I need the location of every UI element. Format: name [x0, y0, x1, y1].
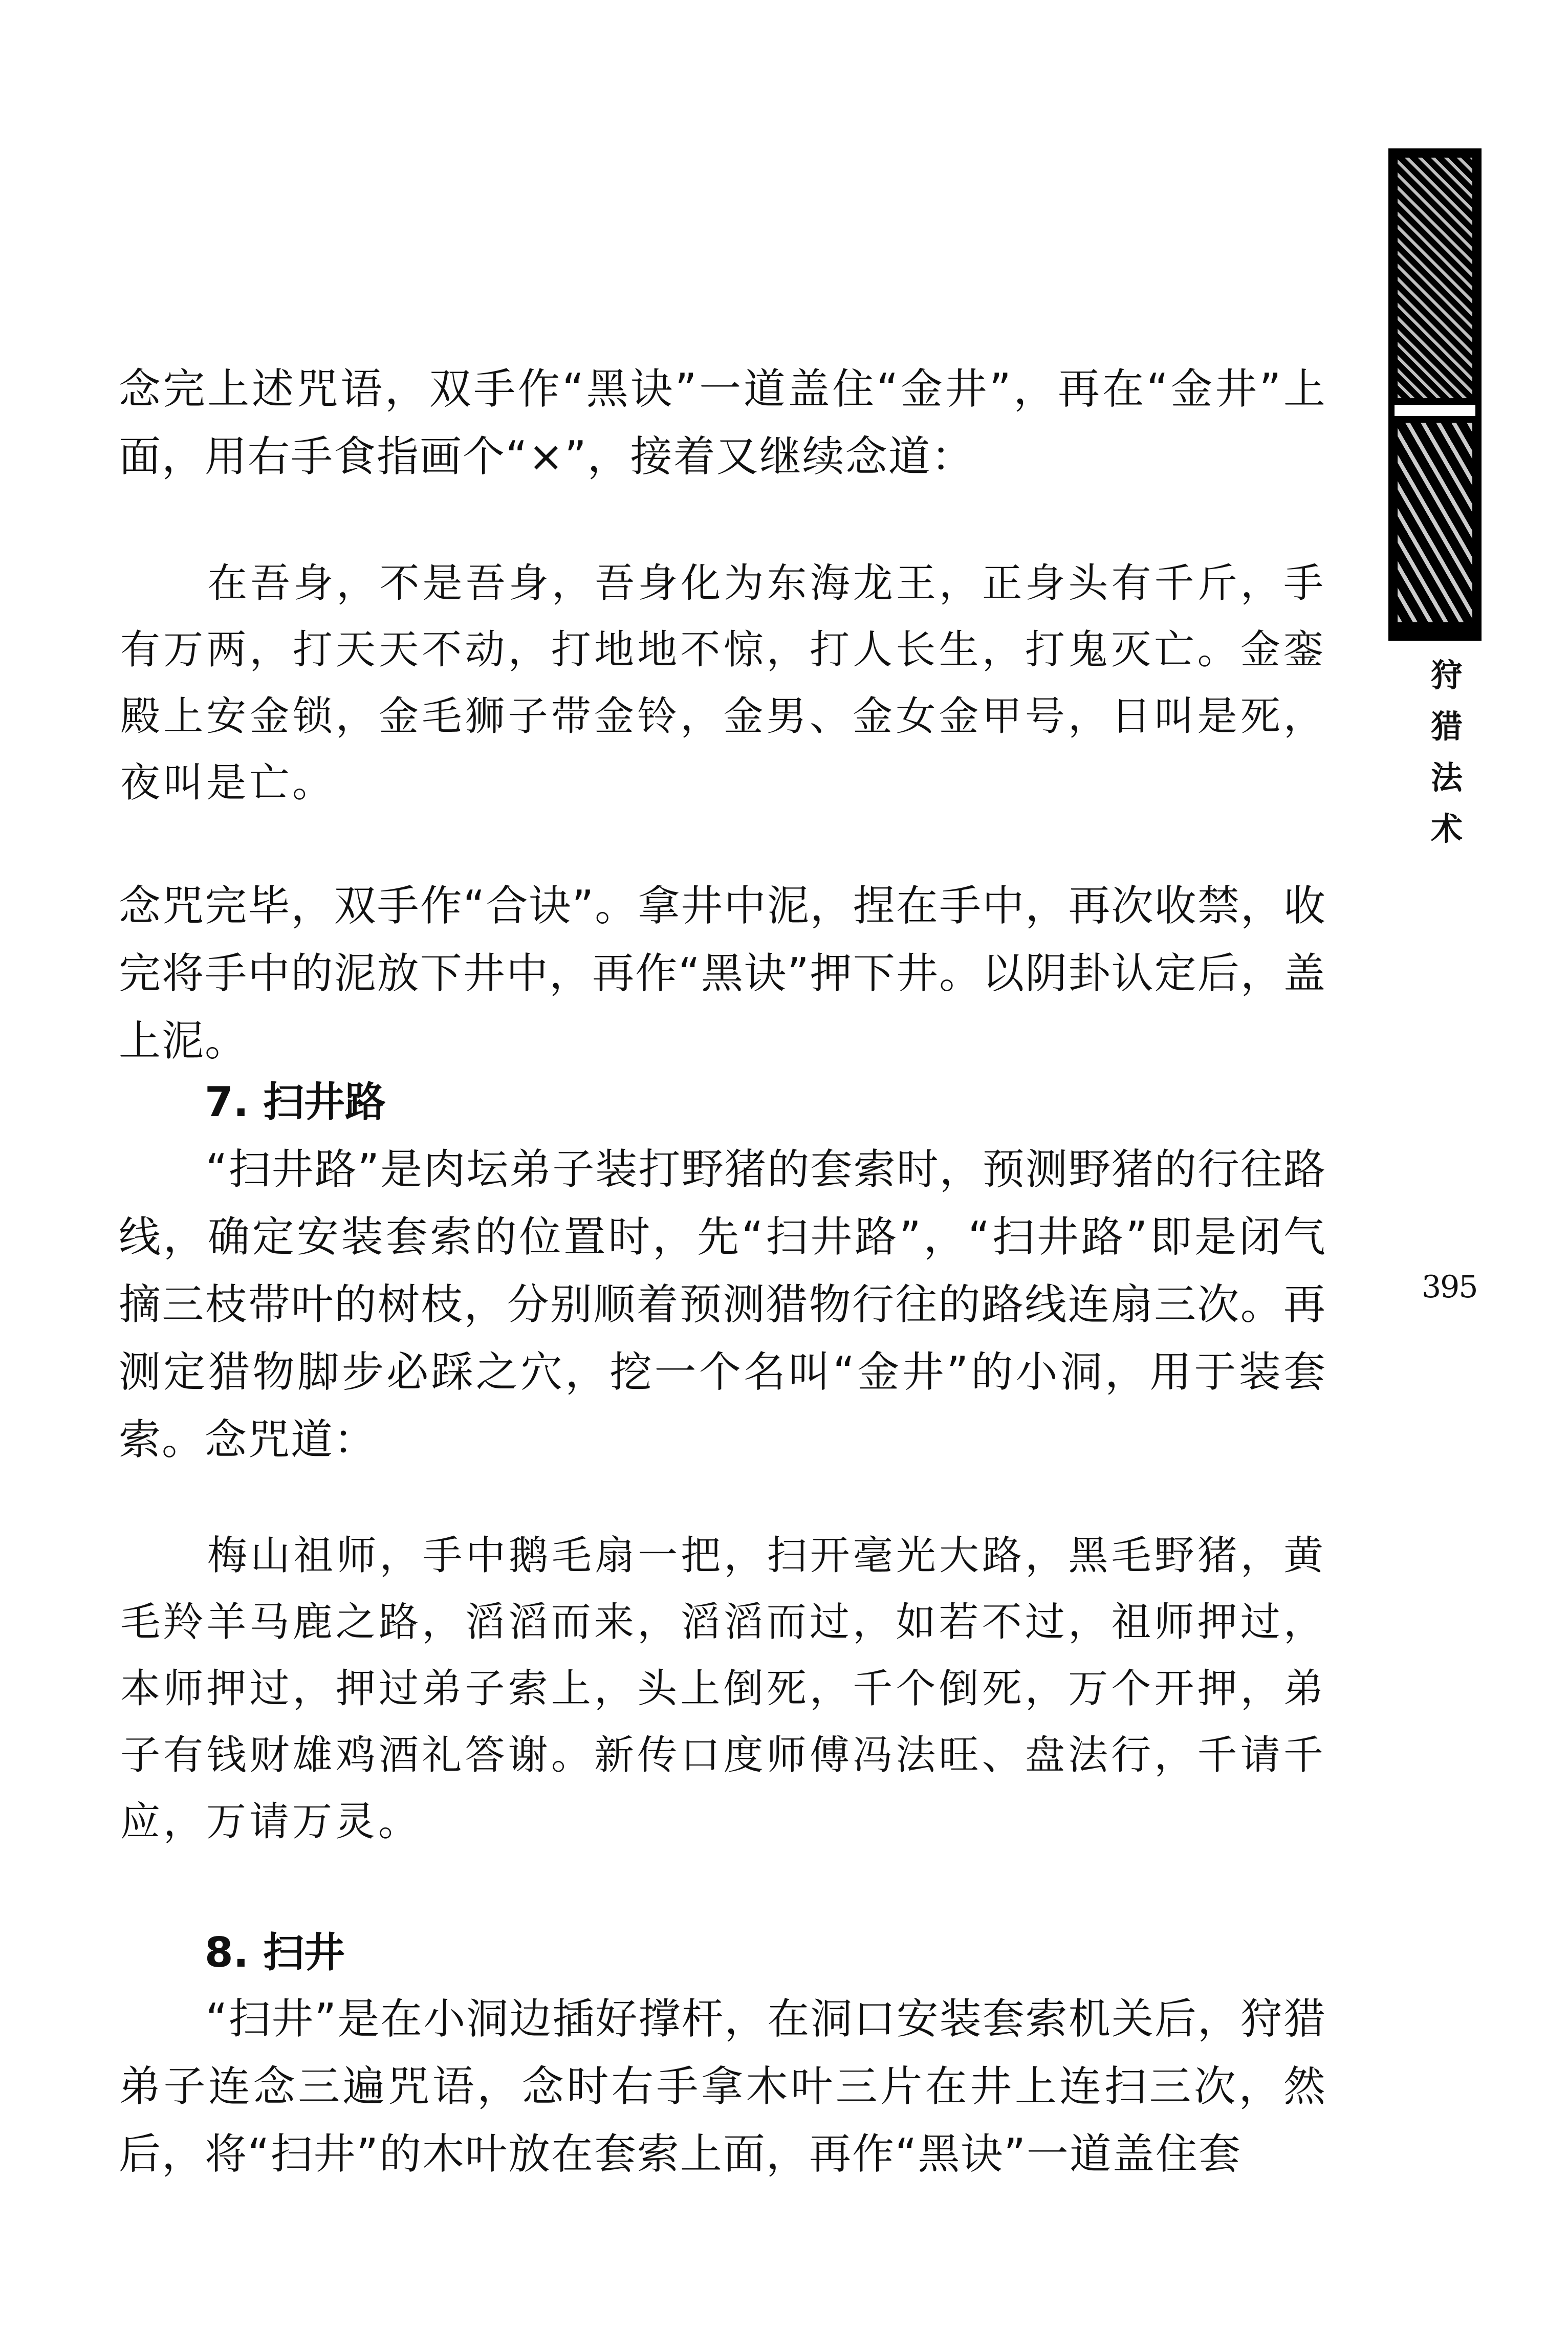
paragraph-2-block [119, 873, 1326, 1075]
side-title-char: 狩 [1430, 657, 1463, 694]
page-number: 395 [1422, 1269, 1477, 1305]
paragraph-3: “扫井路”是肉坛弟子装打野猪的套索时，预测野猪的行往路线，确定安装套索的位置时，先“扫井路”，“扫井路”即是闭气摘三枝带叶的树枝，分别顺着预测猎物行往的路线连扇三次。再测定猎物脚步必踩之穴，挖一个名叫“金井”的小洞，用于装套索。念咒道： [119, 1145, 1326, 1464]
heading-7-block [205, 1069, 1412, 1136]
paragraph-4-block [119, 1986, 1326, 2188]
paragraph-3-block [119, 1136, 1326, 1474]
pattern-diamonds [1398, 423, 1472, 622]
paragraph-2: 念咒完毕，双手作“合诀”。拿井中泥，捏在手中，再次收禁，收完将手中的泥放下井中，再作“黑诀”押下井。以阴卦认定后，盖上泥。 [119, 882, 1326, 1065]
section-heading-8: 8. 扫井 [205, 1929, 345, 1976]
pattern-divider [1395, 405, 1475, 416]
paragraph-1: 念完上述咒语，双手作“黑诀”一道盖住“金井”，再在“金井”上面，用右手食指画个“×”，接着又继续念道： [119, 365, 1326, 481]
quote-2-block [120, 1522, 1326, 1855]
paragraph-1-block [119, 356, 1326, 491]
section-heading-7: 7. 扫井路 [205, 1078, 386, 1126]
pattern-grid [1398, 158, 1472, 398]
side-title-char: 法 [1430, 759, 1463, 796]
decorative-side-tab [1388, 148, 1482, 641]
incantation-2: 梅山祖师，手中鹅毛扇一把，扫开毫光大路，黑毛野猪，黄毛羚羊马鹿之路，滔滔而来，滔滔而过，如若不过，祖师押过，本师押过，押过弟子索上，头上倒死，千个倒死，万个开押，弟子有钱财雄鸡酒礼答谢。新传口度师傅冯法旺、盘法行，千请千应，万请万灵。 [120, 1533, 1326, 1845]
side-title-char: 猎 [1430, 708, 1463, 745]
quote-1-block [120, 550, 1326, 816]
paragraph-4: “扫井”是在小洞边插好撑杆，在洞口安装套索机关后，狩猎弟子连念三遍咒语，念时右手拿木叶三片在井上连扫三次，然后，将“扫井”的木叶放在套索上面，再作“黑诀”一道盖住套 [119, 1995, 1326, 2179]
incantation-1: 在吾身，不是吾身，吾身化为东海龙王，正身头有千斤，手有万两，打天天不动，打地地不惊，打人长生，打鬼灭亡。金銮殿上安金锁，金毛狮子带金铃，金男、金女金甲号，日叫是死，夜叫是亡。 [120, 560, 1326, 806]
side-title-char: 术 [1430, 810, 1463, 847]
heading-8-block [205, 1919, 1412, 1987]
chapter-side-title [1424, 650, 1470, 855]
